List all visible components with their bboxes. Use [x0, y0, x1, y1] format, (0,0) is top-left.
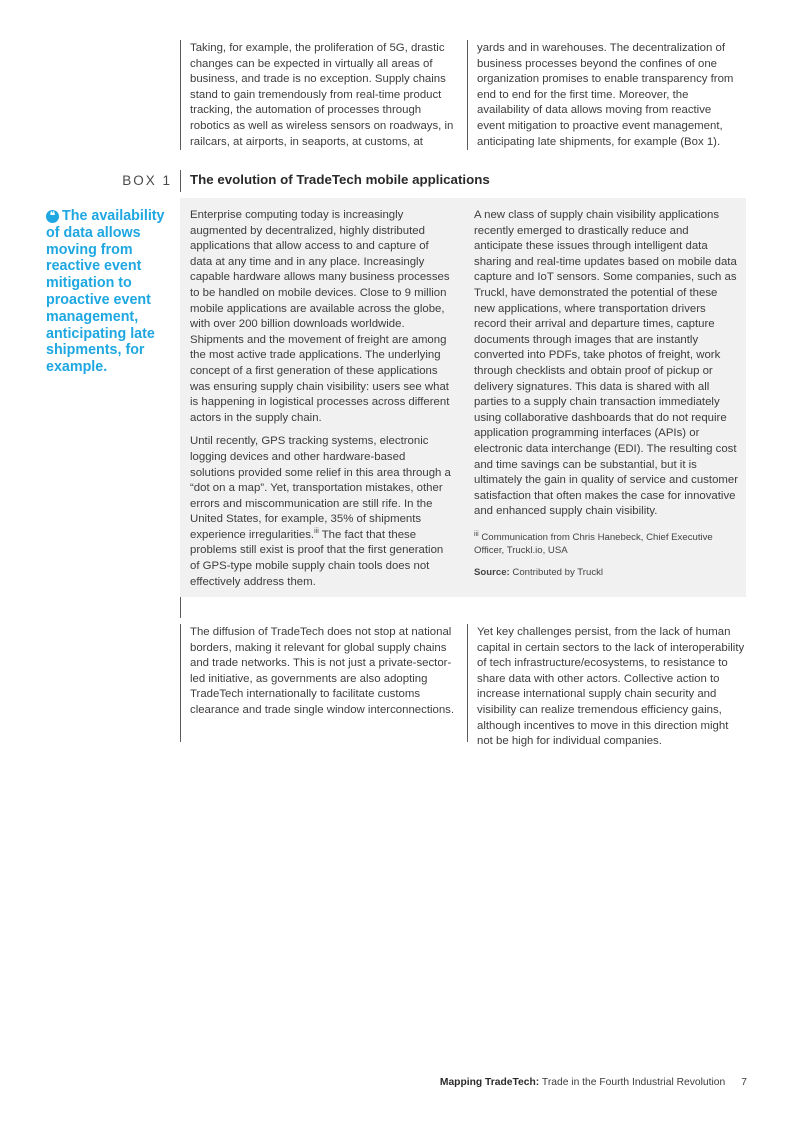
- divider-top-middle: [467, 40, 468, 150]
- box-right-column: [474, 208, 738, 579]
- pull-quote: [46, 208, 176, 376]
- box-footnote: $^{iii}$ Communication from Chris Hanebeck, Chief Executive Officer, Truckl.io, USA: [474, 530, 713, 557]
- top-left-paragraph: Taking, for example, the proliferation of 5G, drastic changes can be expected in virtually all areas of business, and trade is no exception. Supply chains stand to gain tremendously from real-time product tracking, the automation of processes through robotics as well as wireless sensors on roadways, in railcars, at airports, in seaports, at customs, at: [190, 42, 454, 148]
- box-label: BOX 1: [122, 173, 172, 188]
- divider-box-label: [180, 170, 181, 192]
- quote-icon: ❝: [46, 210, 59, 223]
- footnote-marker: iii: [474, 530, 479, 538]
- box-left-paragraph-1: Enterprise computing today is increasingly augmented by decentralized, highly distributed applications that allow access to and capture of data at any time and in any place. Increasingly capable hardware allows many business processes to be handled on mobile devices. Close to 9 million mobile applications are available across the globe, with over 200 billion downloads worldwide. Shipments and the movement of freight are among the most active trade applications. The underlying concept of a first generation of these applications was ensuring supply chain visibility: users see what is happening in logistical processes across different actors in the supply chain.: [190, 209, 450, 424]
- box-left-column: [190, 208, 452, 590]
- top-left-column: [190, 41, 460, 150]
- footnote-marker: iii: [314, 528, 319, 536]
- footer-subtitle: Trade in the Fourth Industrial Revolution: [539, 1077, 726, 1088]
- bottom-left-column: [190, 625, 462, 719]
- box-left-paragraph-2: Until recently, GPS tracking systems, electronic logging devices and other hardware-based solutions provided some relief in this area through a “dot on a map”. Yet, transportation mistakes, other errors and miscommunication are still rife. In the United States, for example, 35% of shipments experience irregularities.$^{iii}$ The fact that these problems still exist is proof that the first generation of GPS-type mobile supply chain tools does not effectively address them.: [190, 435, 451, 588]
- bottom-right-paragraph: Yet key challenges persist, from the lack of human capital in certain sectors to the lack of interoperability of tech infrastructure/ecosystems, to resistance to share data with other actors. Collective action to increase international supply chain security and visibility can realize tremendous efficiency gains, although incentives to move in this direction might not be high for individual companies.: [477, 626, 745, 748]
- box-right-paragraph: A new class of supply chain visibility applications recently emerged to drastically reduce and anticipate these issues through intelligent data sharing and real-time updates based on mobile data capture and IoT sensors. Some companies, such as Truckl, have demonstrated the potential of these new applications, where transportation drivers record their arrival and departure times, capture documents through images that are instantly converted into PDFs, take photos of freight, work through checklists and obtain proof of pickup or delivery signatures. This data is shared with all parties to a supply chain transaction immediately using collaborative dashboards that do not require application programming interfaces (APIs) or electronic data interchange (EDI). The resulting cost and time savings can be substantial, but it is ultimately the gain in quality of service and customer satisfaction that often makes the case for innovative and enhanced supply chain visibility.: [474, 209, 739, 518]
- top-right-paragraph: yards and in warehouses. The decentralization of business processes beyond the confines of one organization promises to enable transparency from end to end for the first time. Moreover, the availability of data allows moving from reactive event mitigation to proactive event management, anticipating late shipments, for example (Box 1).: [477, 42, 734, 148]
- footer-title: Mapping TradeTech:: [439, 1077, 540, 1088]
- divider-bottom-left: [180, 624, 181, 742]
- box-source: Source: Contributed by Truckl: [474, 566, 604, 578]
- page-footer: [440, 1077, 747, 1088]
- page-number: 7: [741, 1077, 747, 1088]
- pull-quote-text: The availability of data allows moving from reactive event mitigation to proactive event management, anticipating late shipments, for example.: [46, 208, 165, 376]
- divider-top-left: [180, 40, 181, 150]
- source-label: Source:: [474, 566, 510, 578]
- bottom-right-column: [477, 625, 747, 750]
- box-title: The evolution of TradeTech mobile applications: [190, 172, 490, 187]
- top-right-column: [477, 41, 739, 150]
- divider-bottom-middle: [467, 624, 468, 742]
- bottom-left-paragraph: The diffusion of TradeTech does not stop at national borders, making it relevant for global supply chains and trade networks. This is not just a private-sector-led initiative, as governments are also adopting TradeTech internationally to facilitate customs clearance and trade single window interconnections.: [190, 626, 455, 716]
